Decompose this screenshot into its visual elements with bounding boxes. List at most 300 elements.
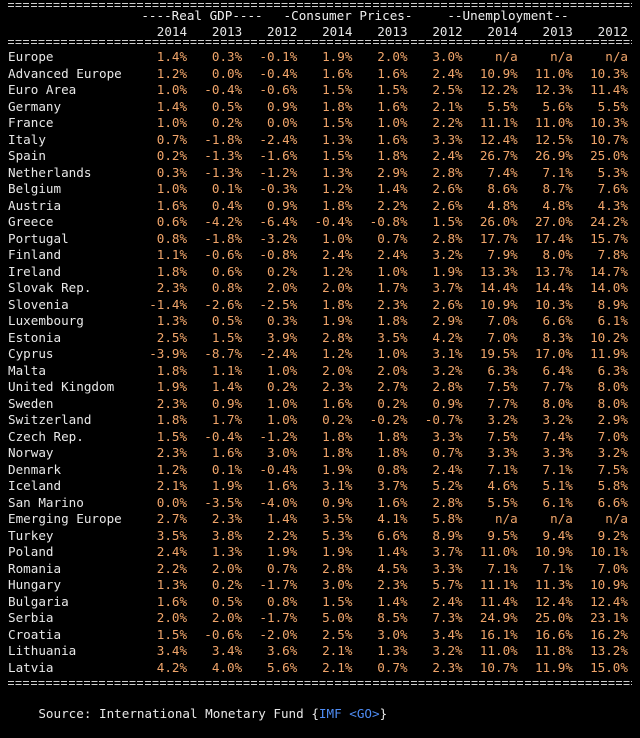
table-row <box>8 198 632 215</box>
table-cell: 2.7% <box>377 379 408 394</box>
table-cell: 15.0% <box>590 659 628 675</box>
table-cell: -6.4% <box>259 214 298 229</box>
table-cell: 13.3% <box>479 263 518 279</box>
table-cell: 4.8% <box>542 197 573 213</box>
table-cell: 4.5% <box>377 560 408 576</box>
table-cell: 24.2% <box>590 214 628 229</box>
table-cell: 26.9% <box>534 148 573 163</box>
table-cell: -0.4% <box>204 82 243 97</box>
table-cell: 1.3% <box>156 313 188 328</box>
year-unemp-2013: 2013 <box>542 24 573 39</box>
table-cell: 2.6% <box>432 181 463 196</box>
table-cell: 5.2% <box>432 478 463 493</box>
table-cell: 1.8% <box>156 362 188 378</box>
table-cell: 7.1% <box>487 560 518 576</box>
table-cell: -1.4% <box>149 296 188 312</box>
table-cell: 3.3% <box>432 131 463 147</box>
table-cell: 3.7% <box>432 280 463 295</box>
table-cell: 12.4% <box>590 593 628 609</box>
table-cell: 2.2% <box>432 115 463 130</box>
group-real-gdp: ----Real GDP---- <box>141 8 263 23</box>
table-cell: -1.2% <box>259 164 298 180</box>
table-row <box>8 511 632 528</box>
table-cell: 2.2% <box>156 560 188 576</box>
row-label: Norway <box>8 445 54 460</box>
table-cell: 4.2% <box>156 659 188 675</box>
table-cell: 7.5% <box>597 461 628 477</box>
table-cell: 2.8% <box>432 230 463 246</box>
table-cell: 1.5% <box>377 82 408 97</box>
table-cell: 1.5% <box>156 428 188 444</box>
year-gdp-2012: 2012 <box>266 24 298 39</box>
table-cell: 1.9% <box>432 263 463 279</box>
table-cell: 2.0% <box>211 560 243 576</box>
row-label: Estonia <box>8 329 62 345</box>
table-cell: 10.7% <box>479 659 518 675</box>
table-row <box>8 561 632 578</box>
table-cell: 2.6% <box>432 296 463 312</box>
table-cell: 11.4% <box>590 82 628 97</box>
table-cell: 2.3% <box>211 511 243 526</box>
table-cell: 1.0% <box>377 263 408 279</box>
table-cell: 0.0% <box>156 494 188 510</box>
table-cell: 11.0% <box>534 115 573 130</box>
table-cell: 3.3% <box>542 445 573 460</box>
table-cell: n/a <box>605 49 628 64</box>
table-cell: 5.5% <box>597 98 628 114</box>
table-cell: 0.4% <box>211 197 243 213</box>
table-cell: 1.9% <box>156 379 188 394</box>
table-cell: 1.6% <box>211 445 243 460</box>
table-cell: 7.1% <box>487 461 518 477</box>
table-cell: -0.8% <box>369 214 408 229</box>
table-cell: 1.0% <box>156 115 188 130</box>
table-cell: 9.4% <box>542 527 573 543</box>
table-cell: 24.9% <box>479 610 518 625</box>
table-cell: 1.0% <box>266 362 298 378</box>
link-open-brace: { <box>311 706 319 721</box>
table-row <box>8 132 632 149</box>
table-cell: 5.7% <box>432 577 463 592</box>
table-cell: 2.0% <box>211 610 243 625</box>
row-label: Europe <box>8 49 54 64</box>
table-cell: 0.8% <box>266 593 298 609</box>
table-cell: 10.2% <box>590 329 628 345</box>
row-label: Czech Rep. <box>8 428 84 444</box>
table-cell: 0.2% <box>156 148 188 163</box>
table-cell: 10.3% <box>534 296 573 312</box>
table-cell: 0.2% <box>377 395 408 411</box>
table-cell: 1.0% <box>377 115 408 130</box>
table-row <box>8 264 632 281</box>
table-cell: 3.3% <box>432 428 463 444</box>
table-cell: 1.0% <box>156 181 188 196</box>
table-cell: 1.8% <box>322 296 353 312</box>
row-label: Hungary <box>8 577 62 592</box>
table-cell: 0.3% <box>211 49 243 64</box>
table-cell: 15.7% <box>590 230 628 246</box>
table-row <box>8 313 632 330</box>
table-cell: 0.2% <box>266 379 298 394</box>
table-cell: 11.0% <box>534 65 573 81</box>
table-cell: 7.0% <box>597 560 628 576</box>
table-cell: 10.9% <box>479 296 518 312</box>
table-cell: 6.3% <box>487 362 518 378</box>
table-cell: 2.1% <box>156 478 188 493</box>
table-row <box>8 478 632 495</box>
row-label: Switzerland <box>8 412 92 427</box>
table-cell: 1.9% <box>322 49 353 64</box>
table-cell: 12.4% <box>479 131 518 147</box>
table-cell: 10.3% <box>590 115 628 130</box>
table-cell: 10.1% <box>590 544 628 559</box>
table-cell: 2.1% <box>322 643 353 658</box>
table-cell: 3.3% <box>487 445 518 460</box>
row-label: Malta <box>8 362 46 378</box>
table-cell: 1.7% <box>377 280 408 295</box>
table-cell: -1.7% <box>259 610 298 625</box>
table-cell: n/a <box>605 511 628 526</box>
table-cell: 1.2% <box>322 346 353 361</box>
table-cell: 7.9% <box>487 247 518 262</box>
table-cell: -0.3% <box>259 181 298 196</box>
table-cell: -0.4% <box>204 428 243 444</box>
table-cell: -0.7% <box>424 412 463 427</box>
table-cell: 14.0% <box>590 280 628 295</box>
table-cell: 8.7% <box>542 181 573 196</box>
table-cell: 11.4% <box>479 593 518 609</box>
group-consumer-prices: -Consumer Prices- <box>283 8 413 23</box>
row-label: Lithuania <box>8 643 77 658</box>
table-cell: -1.6% <box>259 148 298 163</box>
data-table <box>8 49 632 676</box>
table-cell: 1.2% <box>156 65 188 81</box>
table-cell: 1.3% <box>322 164 353 180</box>
row-label: Romania <box>8 560 62 576</box>
table-cell: 2.4% <box>432 148 463 163</box>
table-cell: 13.7% <box>534 263 573 279</box>
table-cell: 1.8% <box>377 148 408 163</box>
table-cell: 2.8% <box>322 560 353 576</box>
table-cell: 2.9% <box>377 164 408 180</box>
table-cell: 25.0% <box>534 610 573 625</box>
table-row <box>8 495 632 512</box>
table-cell: 1.1% <box>156 247 188 262</box>
table-cell: 0.6% <box>156 214 188 229</box>
table-cell: 26.7% <box>479 148 518 163</box>
table-cell: 5.6% <box>542 98 573 114</box>
table-cell: 2.0% <box>156 610 188 625</box>
table-row <box>8 445 632 462</box>
year-unemp-2012: 2012 <box>597 24 628 39</box>
table-cell: 10.9% <box>590 577 628 592</box>
row-label: Croatia <box>8 626 62 642</box>
table-cell: 3.2% <box>542 412 573 427</box>
table-cell: 3.5% <box>322 511 353 526</box>
table-cell: 7.1% <box>542 461 573 477</box>
table-cell: 2.1% <box>432 98 463 114</box>
table-cell: -1.3% <box>204 164 243 180</box>
row-label: Slovak Rep. <box>8 280 92 295</box>
table-cell: 6.6% <box>597 494 628 510</box>
table-cell: -3.5% <box>204 494 243 510</box>
table-cell: 7.0% <box>597 428 628 444</box>
table-cell: 2.3% <box>322 379 353 394</box>
row-label: Finland <box>8 247 62 262</box>
table-cell: 7.8% <box>597 247 628 262</box>
table-cell: 3.1% <box>432 346 463 361</box>
table-cell: 3.2% <box>432 247 463 262</box>
table-cell: 7.7% <box>542 379 573 394</box>
table-row <box>8 363 632 380</box>
table-cell: 11.9% <box>590 346 628 361</box>
table-cell: 7.5% <box>487 428 518 444</box>
table-row <box>8 115 632 132</box>
table-cell: 0.2% <box>211 577 243 592</box>
table-cell: 8.9% <box>432 527 463 543</box>
table-cell: 3.0% <box>322 577 353 592</box>
table-cell: 1.3% <box>377 643 408 658</box>
header-rule <box>8 39 632 45</box>
table-cell: 8.0% <box>542 395 573 411</box>
table-row <box>8 99 632 116</box>
table-cell: 1.7% <box>211 412 243 427</box>
row-label: United Kingdom <box>8 379 115 394</box>
table-cell: 0.6% <box>211 263 243 279</box>
table-cell: 1.6% <box>322 395 353 411</box>
table-cell: 7.0% <box>487 329 518 345</box>
table-cell: 3.2% <box>432 362 463 378</box>
table-cell: 1.6% <box>377 131 408 147</box>
year-gdp-2013: 2013 <box>211 24 243 39</box>
table-cell: 7.4% <box>542 428 573 444</box>
table-cell: 6.1% <box>542 494 573 510</box>
table-cell: 7.4% <box>487 164 518 180</box>
table-cell: 2.3% <box>377 577 408 592</box>
year-cpi-2012: 2012 <box>432 24 463 39</box>
table-cell: 23.1% <box>590 610 628 625</box>
imf-go-link[interactable]: IMF <GO> <box>318 706 380 721</box>
table-cell: 17.4% <box>534 230 573 246</box>
table-cell: 1.1% <box>211 362 243 378</box>
table-cell: 1.6% <box>156 197 188 213</box>
row-label: Ireland <box>8 263 62 279</box>
table-cell: 0.7% <box>432 445 463 460</box>
table-cell: -2.6% <box>204 296 243 312</box>
table-cell: 4.2% <box>432 329 463 345</box>
table-row <box>8 594 632 611</box>
table-cell: 1.6% <box>377 494 408 510</box>
table-cell: 2.3% <box>377 296 408 312</box>
table-cell: 4.8% <box>487 197 518 213</box>
table-cell: 1.9% <box>322 313 353 328</box>
table-cell: 11.0% <box>479 544 518 559</box>
table-cell: -2.4% <box>259 131 298 147</box>
table-cell: 11.9% <box>534 659 573 675</box>
table-row <box>8 148 632 165</box>
table-cell: 8.5% <box>377 610 408 625</box>
table-cell: -1.8% <box>204 131 243 147</box>
table-cell: 19.5% <box>479 346 518 361</box>
table-cell: 2.0% <box>266 280 298 295</box>
row-label: Netherlands <box>8 164 92 180</box>
table-cell: 0.3% <box>266 313 298 328</box>
row-label: Portugal <box>8 230 69 246</box>
table-cell: 1.0% <box>156 82 188 97</box>
table-cell: 11.0% <box>479 643 518 658</box>
row-label: Luxembourg <box>8 313 84 328</box>
table-cell: 1.3% <box>211 544 243 559</box>
table-cell: -4.0% <box>259 494 298 510</box>
table-cell: 2.4% <box>432 461 463 477</box>
table-cell: -0.6% <box>204 247 243 262</box>
table-cell: 1.4% <box>377 544 408 559</box>
table-row <box>8 66 632 83</box>
table-cell: 8.6% <box>487 181 518 196</box>
table-cell: -0.6% <box>204 626 243 642</box>
table-cell: 7.1% <box>542 164 573 180</box>
table-cell: 1.9% <box>211 478 243 493</box>
table-cell: 1.9% <box>322 544 353 559</box>
table-cell: 2.0% <box>322 362 353 378</box>
row-label: Poland <box>8 544 54 559</box>
table-cell: 0.1% <box>211 181 243 196</box>
row-label: Spain <box>8 148 46 163</box>
table-cell: 3.2% <box>432 643 463 658</box>
table-row <box>8 528 632 545</box>
table-cell: 7.5% <box>487 379 518 394</box>
group-header <box>8 8 632 24</box>
table-cell: 5.5% <box>487 98 518 114</box>
table-cell: 2.8% <box>322 329 353 345</box>
table-cell: 2.5% <box>156 329 188 345</box>
row-label: Emerging Europe <box>8 511 122 526</box>
row-label: Greece <box>8 214 54 229</box>
table-cell: 2.8% <box>432 379 463 394</box>
table-cell: 3.0% <box>377 626 408 642</box>
table-cell: 7.6% <box>597 181 628 196</box>
table-cell: 1.8% <box>377 445 408 460</box>
table-cell: 1.6% <box>322 65 353 81</box>
table-cell: 1.3% <box>322 131 353 147</box>
row-label: France <box>8 115 54 130</box>
table-cell: 1.8% <box>322 428 353 444</box>
table-cell: 0.9% <box>322 494 353 510</box>
table-cell: 4.6% <box>487 478 518 493</box>
table-cell: -1.3% <box>204 148 243 163</box>
table-cell: 1.6% <box>377 98 408 114</box>
table-cell: -3.2% <box>259 230 298 246</box>
table-cell: 6.6% <box>542 313 573 328</box>
table-row <box>8 627 632 644</box>
table-cell: 1.5% <box>322 82 353 97</box>
table-row <box>8 643 632 660</box>
year-gdp-2014: 2014 <box>156 24 188 39</box>
table-cell: 0.2% <box>211 115 243 130</box>
table-cell: 17.7% <box>479 230 518 246</box>
table-cell: 3.9% <box>266 329 298 345</box>
table-cell: 1.4% <box>156 49 188 64</box>
footer <box>8 690 632 738</box>
row-label: Sweden <box>8 395 54 411</box>
table-cell: 3.7% <box>432 544 463 559</box>
table-cell: 7.1% <box>542 560 573 576</box>
table-cell: 2.0% <box>322 280 353 295</box>
table-cell: n/a <box>495 49 518 64</box>
table-row <box>8 165 632 182</box>
table-cell: 2.7% <box>156 511 188 526</box>
table-cell: 3.4% <box>211 643 243 658</box>
table-cell: 1.5% <box>156 626 188 642</box>
table-cell: 0.2% <box>322 412 353 427</box>
table-cell: 8.0% <box>597 379 628 394</box>
table-cell: 2.3% <box>432 659 463 675</box>
table-cell: 4.1% <box>377 511 408 526</box>
table-cell: 8.0% <box>542 247 573 262</box>
row-label: Turkey <box>8 527 54 543</box>
table-cell: 8.0% <box>597 395 628 411</box>
table-cell: 10.7% <box>590 131 628 147</box>
row-label: San Marino <box>8 494 84 510</box>
table-cell: 6.3% <box>597 362 628 378</box>
group-unemployment: --Unemployment-- <box>447 8 569 23</box>
table-cell: -0.4% <box>314 214 353 229</box>
table-cell: 0.8% <box>156 230 188 246</box>
table-row <box>8 429 632 446</box>
table-cell: 0.0% <box>211 65 243 81</box>
table-row <box>8 462 632 479</box>
table-cell: 12.4% <box>534 593 573 609</box>
table-cell: n/a <box>495 511 518 526</box>
table-row <box>8 247 632 264</box>
table-row <box>8 330 632 347</box>
table-cell: 3.7% <box>377 478 408 493</box>
table-cell: 1.9% <box>322 461 353 477</box>
table-cell: 1.8% <box>377 313 408 328</box>
table-cell: 1.4% <box>377 181 408 196</box>
table-cell: 26.0% <box>479 214 518 229</box>
table-cell: 2.9% <box>432 313 463 328</box>
bottom-rule <box>8 680 632 686</box>
table-cell: -2.5% <box>259 296 298 312</box>
table-cell: 1.4% <box>266 511 298 526</box>
table-cell: 4.3% <box>597 197 628 213</box>
row-label: Belgium <box>8 181 62 196</box>
table-cell: 25.0% <box>590 148 628 163</box>
table-cell: 4.0% <box>211 659 243 675</box>
table-cell: 2.3% <box>156 445 188 460</box>
table-cell: 6.4% <box>542 362 573 378</box>
table-cell: n/a <box>550 511 573 526</box>
table-cell: 0.8% <box>211 280 243 295</box>
table-row <box>8 544 632 561</box>
year-cpi-2014: 2014 <box>322 24 353 39</box>
table-cell: 6.1% <box>597 313 628 328</box>
table-cell: 2.3% <box>156 280 188 295</box>
table-cell: 0.7% <box>266 560 298 576</box>
table-row <box>8 231 632 248</box>
table-cell: -2.4% <box>259 346 298 361</box>
table-row <box>8 280 632 297</box>
table-cell: 10.3% <box>590 65 628 81</box>
table-cell: 3.4% <box>156 643 188 658</box>
table-cell: -0.8% <box>259 247 298 262</box>
table-row <box>8 577 632 594</box>
table-cell: 3.5% <box>377 329 408 345</box>
table-cell: 0.9% <box>266 98 298 114</box>
table-cell: 0.9% <box>211 395 243 411</box>
table-cell: 11.3% <box>534 577 573 592</box>
